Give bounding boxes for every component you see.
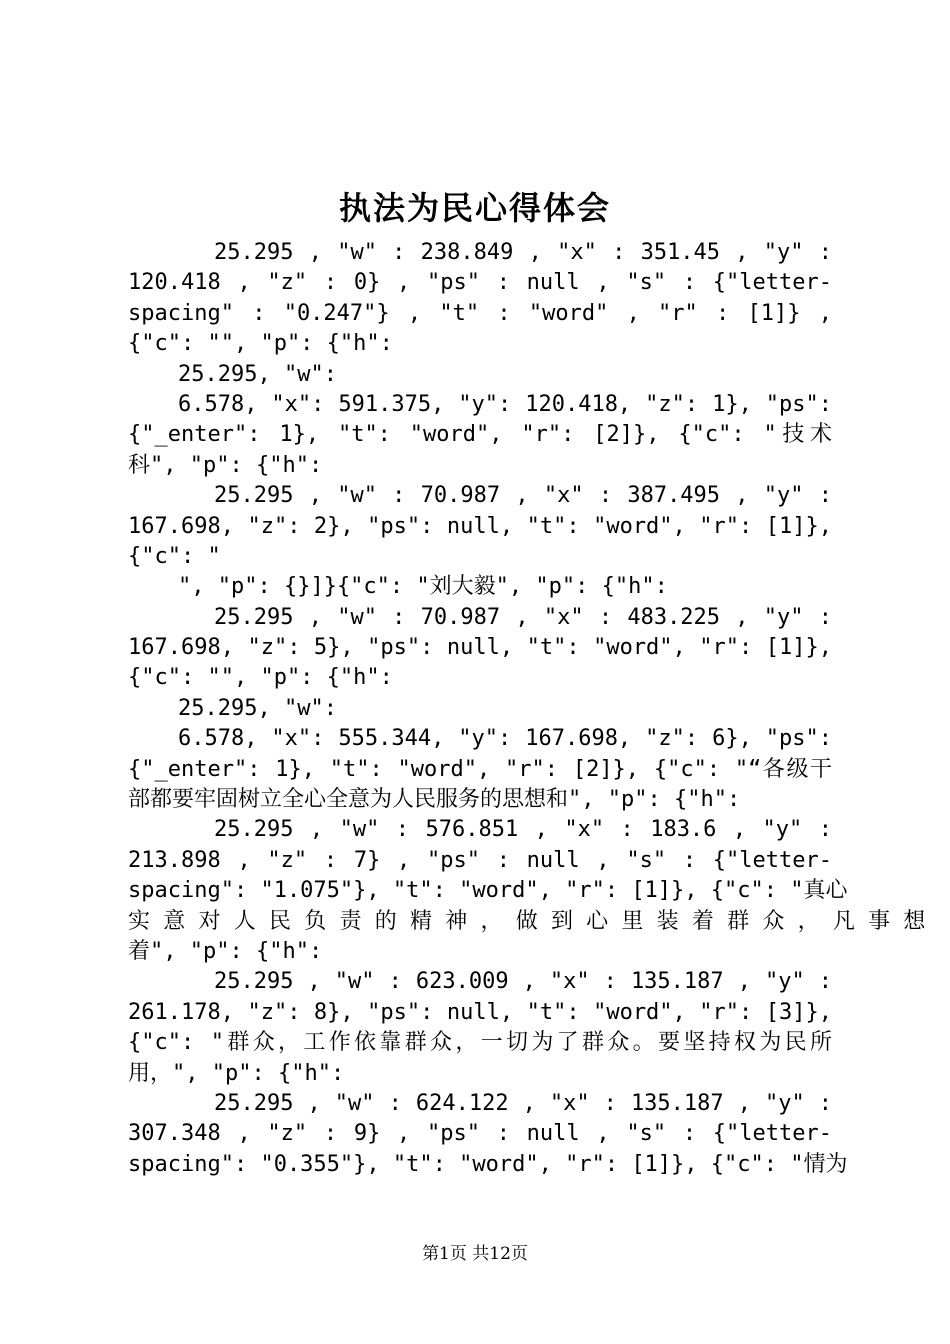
text-line: 25.295, "w": [178, 695, 337, 721]
text-line: ", "p": {}]}{"c": "刘大毅", "p": {"h": [178, 574, 668, 600]
text-line: 25.295 , "w" : 623.009 , "x" : 135.187 , "y" : [214, 969, 832, 995]
text-line: {"c": "", "p": {"h": [128, 331, 393, 357]
text-line: 25.295 , "w" : 70.987 , "x" : 483.225 , "y" : [214, 604, 832, 630]
text-line: {"_enter": 1}, "t": "word", "r": [2]}, {"c": "技术 [128, 422, 832, 448]
text-line: 着", "p": {"h": [128, 938, 323, 964]
text-line: 25.295 , "w" : 624.122 , "x" : 135.187 , "y" : [214, 1090, 832, 1116]
text-line: 用，", "p": {"h": [128, 1060, 345, 1086]
text-line: 部都要牢固树立全心全意为人民服务的思想和", "p": {"h": [128, 787, 741, 813]
text-line: 25.295 , "w" : 576.851 , "x" : 183.6 , "y" : [214, 817, 832, 843]
document-title: 执法为民心得体会 [338, 189, 611, 227]
text-line: {"_enter": 1}, "t": "word", "r": [2]}, {"c": "“各级干 [128, 756, 832, 782]
text-line: spacing": "0.355"}, "t": "word", "r": [1]}, {"c": "情为 [128, 1151, 848, 1177]
text-line: 25.295 , "w" : 238.849 , "x" : 351.45 , "y" : [214, 240, 832, 265]
text-line: 25.295, "w": [178, 361, 337, 387]
text-line: 实 意 对 人 民 负 责 的 精 神 ， 做 到 心 里 装 着 群 众 ， 凡 事 想 [128, 908, 926, 934]
text-line: 307.348 , "z" : 9} , "ps" : null , "s" : {"letter- [128, 1121, 832, 1147]
text-line: 120.418 , "z" : 0} , "ps" : null , "s" : {"letter- [128, 270, 832, 296]
text-line: 科", "p": {"h": [128, 452, 323, 478]
text-line: 6.578, "x": 555.344, "y": 167.698, "z": 6}, "ps": [178, 726, 832, 752]
text-line: {"c": " [128, 543, 221, 569]
text-line: 261.178, "z": 8}, "ps": null, "t": "word", "r": [3]}, [128, 999, 832, 1025]
page-footer: 第1页 共12页 [422, 1244, 528, 1264]
text-line: 167.698, "z": 5}, "ps": null, "t": "word", "r": [1]}, [128, 635, 832, 661]
document-body [128, 238, 926, 1180]
text-line: 167.698, "z": 2}, "ps": null, "t": "word", "r": [1]}, [128, 513, 832, 539]
text-line: 6.578, "x": 591.375, "y": 120.418, "z": 1}, "ps": [178, 391, 832, 417]
text-line: 25.295 , "w" : 70.987 , "x" : 387.495 , "y" : [214, 483, 832, 509]
text-line: 213.898 , "z" : 7} , "ps" : null , "s" : {"letter- [128, 847, 832, 873]
text-line: spacing" : "0.247"} , "t" : "word" , "r" : [1]} , [128, 300, 832, 326]
text-line: {"c": "群众，工作依靠群众，一切为了群众。要坚持权为民所 [128, 1030, 832, 1056]
text-line: {"c": "", "p": {"h": [128, 665, 393, 691]
text-line: spacing": "1.075"}, "t": "word", "r": [1]}, {"c": "真心 [128, 878, 848, 904]
